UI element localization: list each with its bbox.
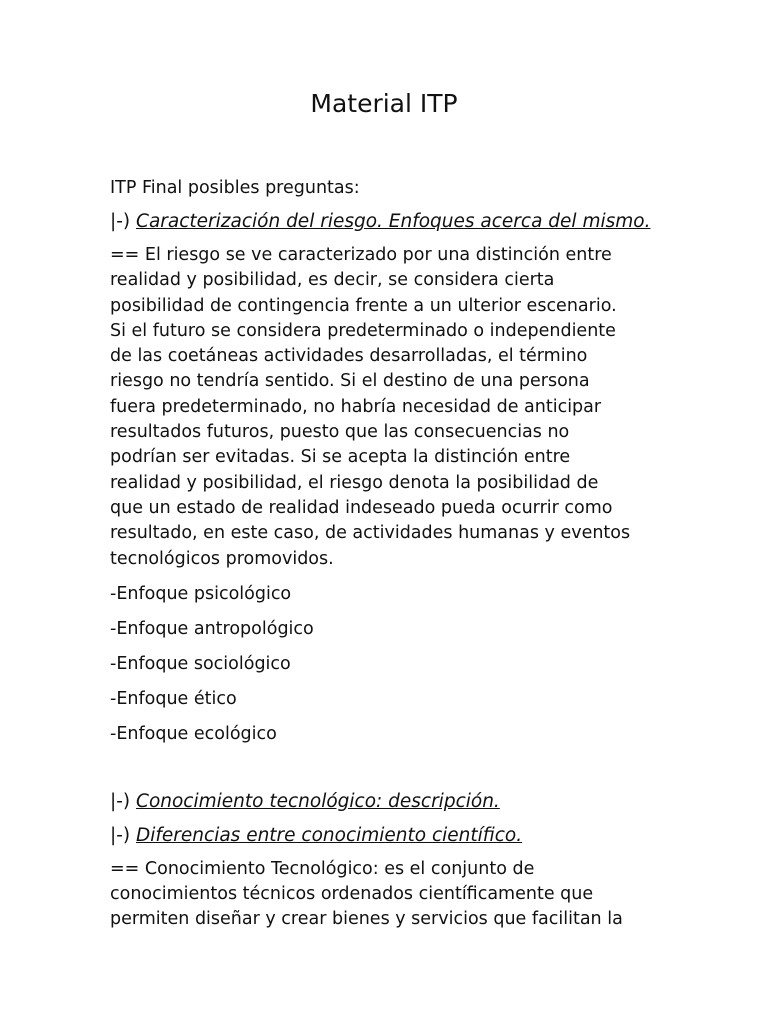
intro-text: ITP Final posibles preguntas: xyxy=(110,178,360,198)
answer-1-line: tecnológicos promovidos. xyxy=(110,548,334,569)
question-1-link[interactable]: Caracterización del riesgo. Enfoques acerca del mismo. xyxy=(136,211,651,232)
answer-2-paragraph xyxy=(110,857,660,933)
enfoque-item: -Enfoque sociológico xyxy=(110,653,291,674)
question-2-link[interactable]: Conocimiento tecnológico: descripción. xyxy=(136,790,500,812)
answer-1-line: realidad y posibilidad, es decir, se considera cierta xyxy=(110,270,555,291)
question-prefix: |-) xyxy=(110,790,131,812)
enfoque-item: -Enfoque antropológico xyxy=(110,618,314,639)
answer-1-line: == El riesgo se ve caracterizado por una distinción entre xyxy=(110,245,612,265)
enfoque-item: -Enfoque ecológico xyxy=(110,723,277,744)
question-prefix: |-) xyxy=(110,824,131,846)
question-1 xyxy=(110,209,660,235)
answer-1-line: posibilidad de contingencia frente a un ulterior escenario. xyxy=(110,295,617,316)
answer-1-line: Si el futuro se considera predeterminado o independiente xyxy=(110,320,616,341)
answer-2-line: conocimientos técnicos ordenados científicamente que xyxy=(110,884,594,905)
answer-1-line: fuera predeterminado, no habría necesidad de anticipar xyxy=(110,396,602,417)
answer-1-line: resultado, en este caso, de actividades humanas y eventos xyxy=(110,523,631,544)
question-2 xyxy=(110,789,660,815)
document-title: Material ITP xyxy=(310,89,458,118)
answer-2-line: == Conocimiento Tecnológico: es el conjunto de xyxy=(110,858,535,879)
answer-1-paragraph xyxy=(110,243,660,572)
answer-1-line: riesgo no tendría sentido. Si el destino de una persona xyxy=(110,371,590,392)
question-3 xyxy=(110,823,660,849)
answer-1-line: resultados futuros, puesto que las consecuencias no xyxy=(110,422,570,443)
enfoque-item: -Enfoque ético xyxy=(110,688,237,709)
question-3-link[interactable]: Diferencias entre conocimiento científico. xyxy=(136,824,523,846)
answer-2-line: permiten diseñar y crear bienes y servicios que facilitan la xyxy=(110,909,623,930)
answer-1-line: realidad y posibilidad, el riesgo denota la posibilidad de xyxy=(110,472,599,493)
answer-1-line: podrían ser evitadas. Si se acepta la distinción entre xyxy=(110,447,571,468)
answer-1-line: que un estado de realidad indeseado pueda ocurrir como xyxy=(110,497,613,518)
enfoque-item: -Enfoque psicológico xyxy=(110,583,292,604)
answer-1-line: de las coetáneas actividades desarrolladas, el término xyxy=(110,346,588,367)
document-body xyxy=(110,176,660,943)
question-prefix: |-) xyxy=(110,211,131,232)
section-spacer xyxy=(110,757,660,789)
